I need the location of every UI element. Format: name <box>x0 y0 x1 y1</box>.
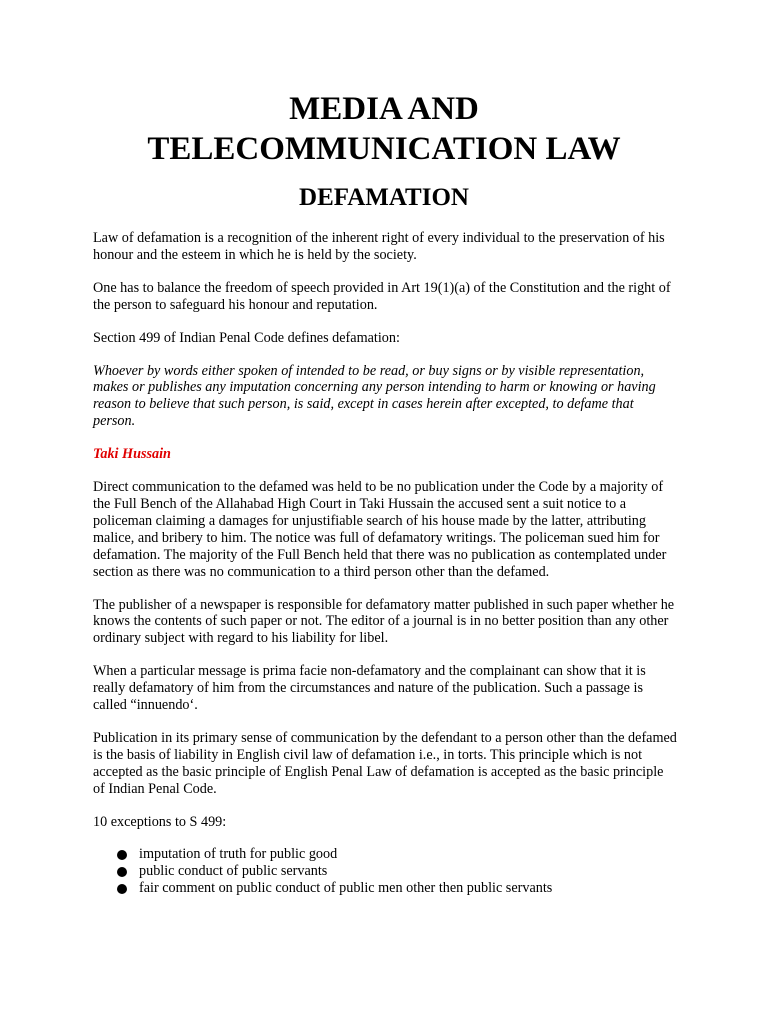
exceptions-list <box>93 846 678 897</box>
paragraph-publication: Publication in its primary sense of communication by the defendant to a person other than the defamed is the basis of liability in English civil law of defamation i.e., in torts. This principle which is not accepted as the basic principle of English Penal Law of defamation is accepted as the basic principle of Indian Penal Code. <box>93 729 677 797</box>
definition-quote: Whoever by words either spoken of intended to be read, or buy signs or by visible representation, makes or publishes any imputation concerning any person intending to harm or knowing or having reason to believe that such person, is said, except in cases herein after excepted, to defame that person. <box>93 362 656 430</box>
paragraph-intro: Law of defamation is a recognition of the inherent right of every individual to the preservation of his honour and the esteem in which he is held by the society. <box>93 230 665 263</box>
list-item <box>117 880 678 897</box>
list-item <box>117 863 678 880</box>
document-title <box>0 89 768 169</box>
paragraph-exceptions-intro: 10 exceptions to S 499: <box>93 813 227 830</box>
document-body <box>93 230 678 897</box>
list-item <box>117 846 678 863</box>
title-line-2: TELECOMMUNICATION LAW <box>147 131 621 167</box>
paragraph-innuendo: When a particular message is prima facie non-defamatory and the complainant can show that it is really defamatory of him from the circumstances and nature of the publication. Such a passage is called “innuendo‘. <box>93 663 646 714</box>
paragraph-section-499: Section 499 of Indian Penal Code defines defamation: <box>93 329 400 346</box>
bullet-icon <box>117 850 127 860</box>
bullet-icon <box>117 884 127 894</box>
bullet-icon <box>117 867 127 877</box>
paragraph-publisher: The publisher of a newspaper is responsible for defamatory matter published in such paper whether he knows the contents of such paper or not. The editor of a journal is in no better position than any other ordinary subject with regard to his liability for libel. <box>93 596 675 647</box>
case-heading: Taki Hussain <box>93 446 171 463</box>
list-item-text: imputation of truth for public good <box>139 846 338 863</box>
paragraph-case-summary: Direct communication to the defamed was held to be no publication under the Code by a majority of the Full Bench of the Allahabad High Court in Taki Hussain the accused sent a suit notice to a policeman claiming a damages for unjustifiable search of his house made by the latter, attributing malice, and bribery to him. The notice was full of defamatory writings. The policeman sued him for defamation. The majority of the Full Bench held that there was no publication as contemplated under section as there was no communication to a third person other than the defamed. <box>93 479 667 580</box>
list-item-text: public conduct of public servants <box>139 863 328 880</box>
section-heading: DEFAMATION <box>299 184 469 211</box>
list-item-text: fair comment on public conduct of public men other then public servants <box>139 880 553 897</box>
paragraph-balance: One has to balance the freedom of speech provided in Art 19(1)(a) of the Constitution and the right of the person to safeguard his honour and reputation. <box>93 279 671 313</box>
title-line-1: MEDIA AND <box>289 91 479 127</box>
